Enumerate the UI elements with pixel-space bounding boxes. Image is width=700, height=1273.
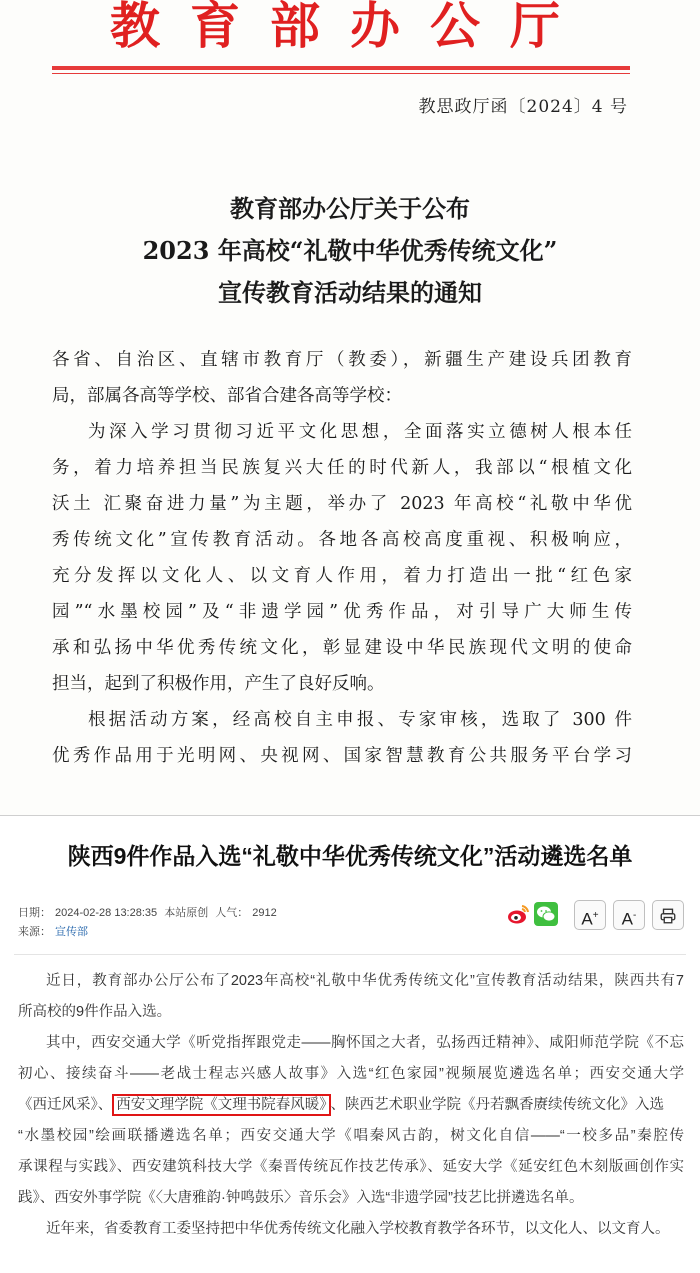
source-link[interactable]: 宣传部 [55,926,88,938]
article-line: 近年来，省委教育工委坚持把中华优秀传统文化融入学校教育教学各环节，以文化人、以文育人。 [46,1221,670,1237]
views-label: 人气： [215,907,249,919]
increase-font-button[interactable] [574,900,606,930]
font-up-sign: + [592,910,599,921]
document-body-line: 充分发挥以文化人、以文育人作用，着力打造出一批“红色家 [52,566,632,586]
document-body-line: 承和弘扬中华优秀传统文化，彰显建设中华民族现代文明的使命 [52,638,632,658]
article-meta [18,904,281,942]
document-heading-line: 宣传教育活动结果的通知 [218,278,482,307]
document-body-line: 各省、自治区、直辖市教育厅（教委），新疆生产建设兵团教育 [52,350,632,370]
document-issuer-title: 教育部办公厅 [110,0,590,55]
weibo-share-icon[interactable] [506,902,530,926]
meta-divider [14,954,686,955]
document-body-line: 秀传统文化”宣传教育活动。各地各高校高度重视、积极响应， [52,530,632,550]
article-line: 践》、西安外事学院《〈大唐雅韵·钟鸣鼓乐〉音乐会》入选“非遗学园”技艺比拼遴选名单。 [18,1190,584,1206]
article-line: “水墨校园”绘画联播遴选名单；西安交通大学《唱秦风古韵，树文化自信——“一校多品”秦腔传 [18,1128,684,1144]
red-header-thin-rule [52,73,630,74]
printer-icon [659,907,677,925]
highlighted-entry: 西安文理学院《文理书院春风暖》 [112,1094,330,1116]
document-body [52,342,632,774]
publish-date: 2024-02-28 13:28:35 [55,907,158,919]
article-line: 近日，教育部办公厅公布了2023年高校“礼敬中华优秀传统文化”宣传教育活动结果，陕西共有7 [46,973,684,989]
document-body-line: 担当，起到了积极作用，产生了良好反响。 [52,674,385,694]
document-heading [0,188,700,314]
article-line [18,1090,684,1121]
article-text: 《西迁风采》、 [18,1097,113,1113]
document-body-line: 务，着力培养担当民族复兴大任的时代新人，我部以“根植文化 [52,458,632,478]
date-label: 日期： [18,907,51,919]
document-body-line: 沃土 汇聚奋进力量”为主题，举办了 2023 年高校“礼敬中华优 [52,494,632,514]
print-button[interactable] [652,900,684,930]
article-line: 所高校的9件作品入选。 [18,1004,172,1020]
font-up-label: A [581,909,593,929]
document-body-line: 局，部属各高等学校、部省合建各高等学校： [52,386,402,406]
article-line: 初心、接续奋斗——老战士程志兴感人故事》入选“红色家园”视频展览遴选名单；西安交通大学 [18,1066,684,1082]
wechat-share-icon[interactable] [534,902,558,926]
document-body-line: 优秀作品用于光明网、央视网、国家智慧教育公共服务平台学习 [52,746,632,766]
decrease-font-button[interactable] [613,900,645,930]
origin-label: 本站原创 [164,907,209,919]
font-down-label: A [621,909,633,929]
article-line: 承课程与实践》、西安建筑科技大学《秦晋传统瓦作技艺传承》、延安大学《延安红色木刻版画创作实 [18,1159,684,1175]
red-header-rule [52,66,630,70]
document-body-line: 根据活动方案，经高校自主申报、专家审核，选取了 300 件 [88,710,632,730]
article-line: 其中，西安交通大学《听党指挥跟党走——胸怀国之大者，弘扬西迁精神》、咸阳师范学院《不忘 [46,1035,684,1051]
document-body-line: 园”“水墨校园”及“非遗学园”优秀作品，对引导广大师生传 [52,602,632,622]
document-heading-line: 教育部办公厅关于公布 [230,194,470,223]
source-label: 来源： [18,926,51,938]
article-text: 、陕西艺术职业学院《丹若飘香赓续传统文化》入选 [330,1097,664,1113]
font-down-sign: - [633,910,637,921]
document-number: 教思政厅函〔2024〕4 号 [418,97,628,117]
news-article [0,816,700,1273]
document-heading-line: 2023 年高校“礼敬中华优秀传统文化” [142,236,558,265]
views-count: 2912 [252,907,277,919]
news-title: 陕西9件作品入选“礼敬中华优秀传统文化”活动遴选名单 [67,843,633,869]
document-body-line: 为深入学习贯彻习近平文化思想，全面落实立德树人根本任 [88,422,632,442]
article-body [18,966,684,1245]
